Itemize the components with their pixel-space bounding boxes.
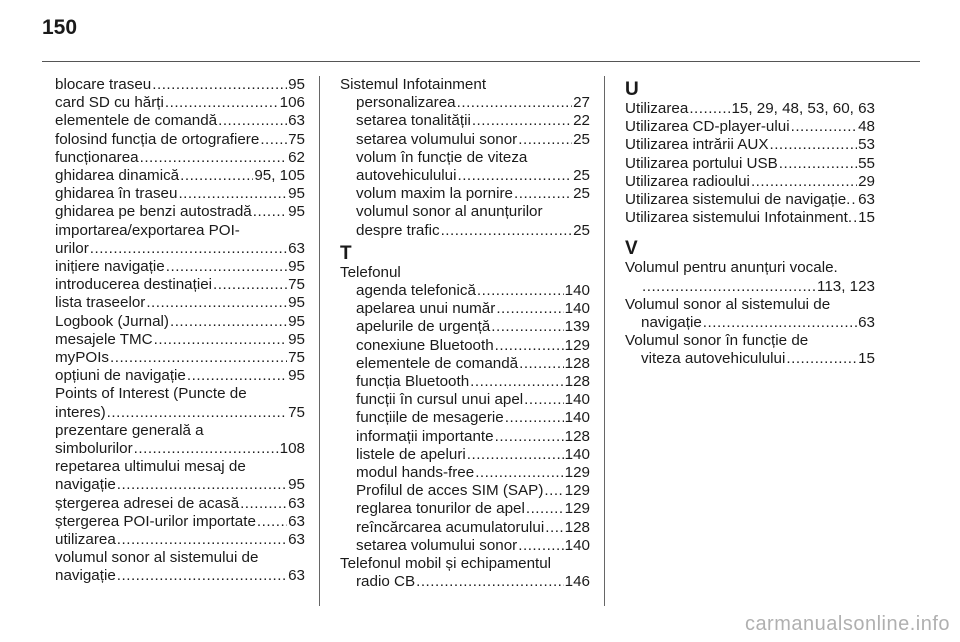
index-heading-telefonul: Telefonul [340,263,401,281]
index-entry [340,185,590,203]
dot-leader [117,567,287,585]
index-entry [340,482,590,500]
dot-leader [524,391,563,409]
index-entry-page: 129 [564,500,590,518]
dot-leader [851,191,857,209]
index-entry-page: 140 [564,536,590,554]
index-entry-text: navigație [641,314,702,332]
index-entry-text: opțiuni de navigație [55,367,186,385]
index-entry-page: 29 [858,172,875,190]
index-entry-page: 75 [288,403,305,421]
index-entry-text: card SD cu hărți [55,94,164,112]
dot-leader [853,209,857,227]
index-entry [340,318,590,336]
index-entry [340,282,590,300]
index-entry-text: reglarea tonurilor de apel [356,500,525,518]
header-rule [42,61,920,62]
index-entry-text: Utilizarea [625,100,689,117]
index-entry-page: 63 [288,531,305,549]
index-entry [55,513,305,531]
index-entry [340,222,590,240]
index-entry-page: 75 [288,276,305,294]
index-entry-page: 95 [288,330,305,348]
index-heading-infotainment: Sistemul Infotainment [340,76,487,93]
dot-leader [416,573,564,591]
dot-leader [791,118,858,136]
dot-leader [457,167,572,185]
index-entry-page: 62 [288,148,305,166]
dot-leader [769,136,857,154]
index-entry [55,349,305,367]
index-entry-page: 53 [858,136,875,154]
index-entry-page: 95 [288,185,305,203]
index-entry-page: 95 [288,258,305,276]
index-column-2 [340,76,590,591]
index-entry [55,367,305,385]
index-entry-text: ștergerea adresei de acasă [55,494,240,512]
index-entry-page: 48 [858,118,875,136]
index-entry [55,276,305,294]
index-letter-u: U [625,79,639,100]
index-entry-page: 113, 123 [817,277,875,295]
index-entry [625,136,875,154]
index-entry [625,100,875,118]
index-entry-page: 146 [564,573,590,591]
index-entry [340,573,590,591]
index-entry-page: 55 [858,154,875,172]
index-entry [55,149,305,167]
dot-leader [187,367,287,385]
index-entry-page: 95 [288,312,305,330]
index-entry-text: setarea volumului sonor [356,536,518,554]
index-entry-page: 129 [564,482,590,500]
dot-leader [518,131,572,149]
index-entry-text: apelarea unui număr [356,300,496,318]
dot-leader [642,278,816,296]
index-entry [340,464,590,482]
index-entry-page: 63 [288,112,305,130]
index-entry-page: 95 [288,203,305,221]
index-entry [55,112,305,130]
index-entry-text: folosind funcția de ortografiere [55,130,260,148]
index-entry-page: 95 [288,367,305,385]
dot-leader [470,373,564,391]
index-entry-text: funcționarea [55,148,139,166]
dot-leader [457,94,572,112]
index-heading: Volumul pentru anunțuri vocale. [625,259,838,277]
index-entry [340,519,590,537]
dot-leader [253,203,287,221]
index-entry [340,131,590,149]
index-entry [340,94,590,112]
index-entry-page: 63 [858,314,875,332]
index-entry-page: 128 [564,518,590,536]
dot-leader [495,337,564,355]
index-entry-text: Utilizarea sistemului de navigație. [625,191,851,209]
index-entry-page: 63 [858,191,875,209]
index-entry-text: ghidarea dinamică [55,167,180,185]
index-entry-text: navigație [55,476,116,494]
index-entry: importarea/exportarea POI- [55,221,240,239]
index-entry [340,428,590,446]
index-entry-page: 27 [573,94,590,112]
index-letter-t: T [340,242,352,264]
index-entry-page: 63 [288,239,305,257]
index-entry [625,118,875,136]
dot-leader [518,537,563,555]
index-entry: volumul sonor al sistemului de [55,549,259,567]
index-entry [55,185,305,203]
index-entry-text: Utilizarea radioului [625,172,750,190]
index-entry [625,173,875,191]
index-entry-text: Logbook (Jurnal) [55,312,169,330]
index-entry [625,278,875,296]
index-entry-text: despre trafic [356,221,440,239]
index-entry [55,258,305,276]
index-entry [340,500,590,518]
index-entry-page: 25 [573,167,590,185]
index-column-3 [625,76,875,369]
index-entry-page: 128 [564,354,590,372]
index-entry: volum în funcție de viteza [356,148,528,166]
dot-leader [240,495,287,513]
dot-leader [165,94,279,112]
index-entry-text: interes) [55,403,106,421]
dot-leader [689,100,730,118]
dot-leader [260,131,287,149]
index-entry [55,167,305,185]
dot-leader [146,294,287,312]
dot-leader [107,404,287,422]
index-entry-page: 15 [858,350,875,368]
index-entry-text: radio CB [356,573,416,591]
dot-leader [786,350,857,368]
dot-leader [495,428,564,446]
index-entry [55,531,305,549]
index-entry-page: 25 [573,221,590,239]
dot-leader [90,240,287,258]
index-entry-text: conexiune Bluetooth [356,336,494,354]
index-entry-text: Utilizarea CD-player-ului [625,118,790,136]
index-entry [55,476,305,494]
index-entry [625,314,875,332]
dot-leader [472,112,572,130]
index-entry-page: 63 [288,494,305,512]
dot-leader [751,173,857,191]
index-column-1 [55,76,305,586]
index-entry-page: 140 [564,445,590,463]
index-entry-text: volum maxim la pornire [356,185,513,203]
dot-leader [117,476,287,494]
dot-leader [110,349,287,367]
index-entry [55,440,305,458]
index-entry-page: 140 [564,409,590,427]
index-entry [340,300,590,318]
dot-leader [117,531,287,549]
index-entry [340,337,590,355]
index-entry [340,167,590,185]
index-entry-text: listele de apeluri [356,445,466,463]
index-entry-page: 75 [288,130,305,148]
index-entry [55,331,305,349]
index-entry-text: apelurile de urgență [356,318,491,336]
index-entry-page: 95 [288,294,305,312]
index-entry-text: funcțiile de mesagerie [356,409,504,427]
index-entry [340,391,590,409]
index-entry-page: 95, 105 [254,167,305,185]
index-entry-page: 63 [288,567,305,585]
index-entry-text: simbolurilor [55,440,133,458]
index-entry [340,355,590,373]
index-entry-text: blocare traseu [55,76,152,93]
dot-leader [213,276,287,294]
column-divider [604,76,605,606]
index-entry [625,155,875,173]
index-entry-text: ghidarea pe benzi autostradă [55,203,252,221]
index-entry-text: personalizarea [356,94,456,112]
dot-leader [134,440,279,458]
index-entry [340,112,590,130]
index-entry [55,313,305,331]
index-entry-page: 95 [288,76,305,93]
index-entry-page: 106 [279,94,305,112]
index-entry-page: 139 [564,318,590,336]
column-divider [319,76,320,606]
index-entry-text: Utilizarea sistemului Infotainment. [625,209,853,227]
index-entry-text: mesajele TMC [55,330,153,348]
index-entry [340,446,590,464]
index-entry-text: elementele de comandă [55,112,218,130]
dot-leader [491,318,563,336]
index-entry-text: modul hands-free [356,464,475,482]
dot-leader [475,464,563,482]
index-entry-text: funcția Bluetooth [356,373,470,391]
index-entry [340,537,590,555]
index-entry-text: ghidarea în traseu [55,185,178,203]
index-entry [55,404,305,422]
index-entry [55,567,305,585]
index-entry-page: 128 [564,427,590,445]
index-heading: Volumul sonor în funcție de [625,332,809,350]
index-entry-page: 15 [858,209,875,227]
dot-leader [496,300,563,318]
dot-leader [218,112,287,130]
page-number: 150 [42,16,78,39]
index-entry-text: elementele de comandă [356,354,519,372]
index-entry-page: 75 [288,349,305,367]
index-entry-page: 63 [288,512,305,530]
dot-leader [526,500,564,518]
index-entry-text: introducerea destinației [55,276,213,294]
index-entry-page: 128 [564,373,590,391]
dot-leader [514,185,572,203]
dot-leader [154,331,287,349]
index-entry-page: 25 [573,185,590,203]
index-entry-text: Utilizarea portului USB [625,154,778,172]
index-entry [625,350,875,368]
index-entry-text: setarea tonalității [356,112,471,130]
dot-leader [257,513,287,531]
index-entry [55,94,305,112]
index-entry-text: agenda telefonică [356,282,476,300]
dot-leader [166,258,287,276]
index-heading: Volumul sonor al sistemului de [625,295,831,313]
index-entry-page: 129 [564,464,590,482]
index-entry-text: lista traseelor [55,294,146,312]
dot-leader [545,519,563,537]
dot-leader [180,167,253,185]
index-entry-page: 95 [288,476,305,494]
index-entry-text: urilor [55,239,89,257]
index-entry-text: funcții în cursul unui apel [356,391,524,409]
index-entry-text: Utilizarea intrării AUX [625,136,769,154]
index-letter-v: V [625,238,638,260]
index-entry-page: 108 [279,440,305,458]
index-entry: Points of Interest (Puncte de [55,385,247,403]
index-entry-text: informații importante [356,427,494,445]
index-entry [55,495,305,513]
index-entry-text: ștergerea POI-urilor importate [55,512,256,530]
index-entry [55,240,305,258]
index-entry-page: 140 [564,391,590,409]
index-entry-text: Profilul de acces SIM (SAP) [356,482,544,500]
dot-leader [544,482,563,500]
dot-leader [505,409,564,427]
index-entry-page: 140 [564,300,590,318]
index-entry-text: reîncărcarea acumulatorului [356,518,545,536]
index-entry [55,131,305,149]
index-entry-page: 15, 29, 48, 53, 60, 63 [731,100,875,117]
index-entry-page: 25 [573,130,590,148]
index-entry-page: 22 [573,112,590,130]
dot-leader [441,222,573,240]
index-entry: prezentare generală a [55,421,204,439]
dot-leader [703,314,857,332]
dot-leader [467,446,564,464]
dot-leader [170,313,287,331]
dot-leader [779,155,857,173]
index-entry [55,294,305,312]
index-entry-text: myPOIs [55,349,110,367]
index-entry-text: autovehiculului [356,167,457,185]
index-entry [55,203,305,221]
index-entry-text: viteza autovehiculului [641,350,786,368]
index-entry [625,191,875,209]
index-entry-text: setarea volumului sonor [356,130,518,148]
index-entry: volumul sonor al anunțurilor [356,203,543,221]
index-heading-telefonul-mobil: Telefonul mobil și echipamentul [340,555,552,573]
index-entry [340,373,590,391]
dot-leader [140,149,288,167]
dot-leader [178,185,287,203]
watermark: carmanualsonline.info [744,613,950,635]
index-entry-text: navigație [55,567,116,585]
index-entry-text: inițiere navigație [55,258,165,276]
index-entry [55,76,305,94]
index-entry-text: utilizarea [55,531,116,549]
index-entry: repetarea ultimului mesaj de [55,458,246,476]
index-entry [340,409,590,427]
dot-leader [519,355,564,373]
index-entry-page: 129 [564,336,590,354]
index-entry [625,209,875,227]
dot-leader [152,76,287,94]
dot-leader [477,282,564,300]
index-entry-page: 140 [564,282,590,300]
